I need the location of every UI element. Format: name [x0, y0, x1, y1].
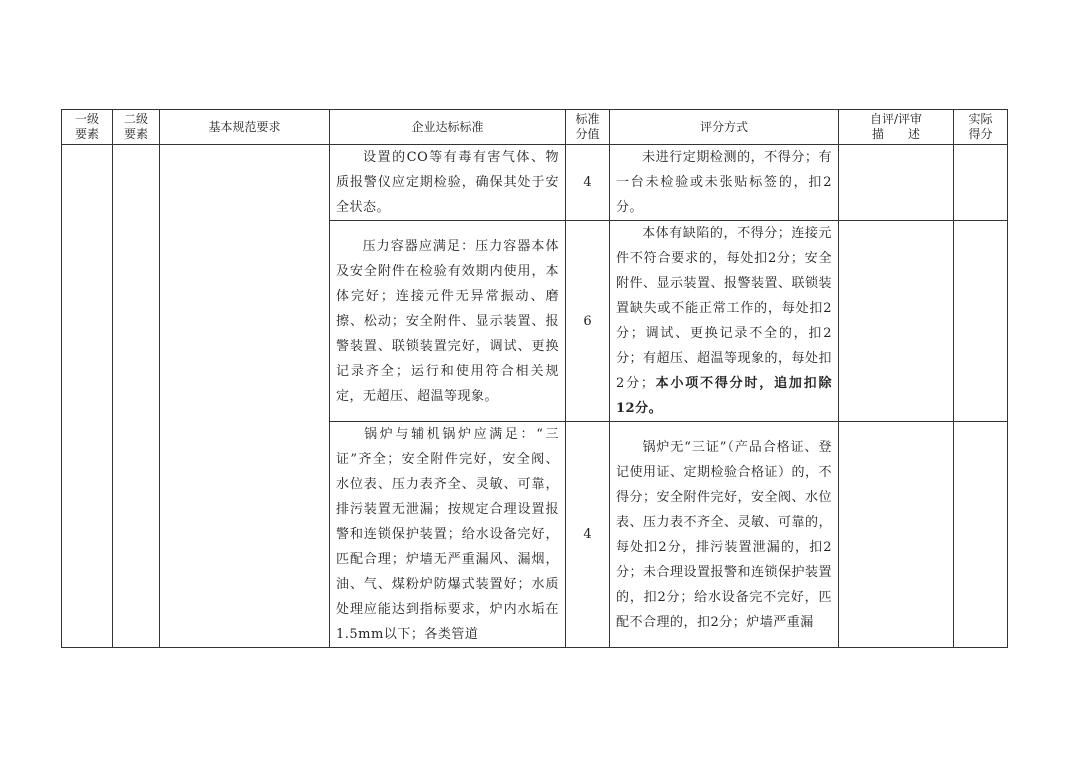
header-self-evaluation: 自评/评审 描 述 [839, 110, 954, 145]
level1-cell [62, 145, 113, 648]
header-scoring-method: 评分方式 [610, 110, 839, 145]
self-evaluation-cell [839, 221, 954, 422]
header-row [62, 110, 1008, 145]
standard-cell: 锅炉与辅机锅炉应满足：“三证”齐全；安全附件完好，安全阀、水位表、压力表齐全、灵敏、可靠，排污装置无泄漏；按规定合理设置报警和连锁保护装置；给水设备完好，匹配合理；炉墙无严重漏风、漏烟，油、气、煤粉炉防爆式装置好；水质处理应能达到指标要求，炉内水垢在1.5mm以下；各类管道 [330, 422, 566, 648]
points-cell: 4 [566, 422, 610, 648]
method-cell: 本体有缺陷的，不得分；连接元件不符合要求的，每处扣2分；安全附件、显示装置、报警装置、联锁装置缺失或不能正常工作的，每处扣2分；调试、更换记录不全的，扣2分；有超压、超温等现象的，每处扣2分；本小项不得分时，追加扣除12分。 [610, 221, 839, 422]
standards-table [61, 109, 1008, 648]
method-bold-text: 本小项不得分时，追加扣除12分。 [616, 376, 832, 416]
actual-score-cell [954, 221, 1008, 422]
header-basic-requirements: 基本规范要求 [160, 110, 330, 145]
self-evaluation-cell [839, 422, 954, 648]
header-enterprise-standard: 企业达标标准 [330, 110, 566, 145]
level2-cell [113, 145, 160, 648]
table-row [62, 145, 1008, 221]
method-cell: 未进行定期检测的，不得分；有一台未检验或未张贴标签的，扣2分。 [610, 145, 839, 221]
header-level2: 二级 要素 [113, 110, 160, 145]
header-level1: 一级 要素 [62, 110, 113, 145]
points-cell: 6 [566, 221, 610, 422]
header-actual-score: 实际 得分 [954, 110, 1008, 145]
actual-score-cell [954, 422, 1008, 648]
standard-cell: 压力容器应满足：压力容器本体及安全附件在检验有效期内使用，本体完好；连接元件无异常振动、磨擦、松动；安全附件、显示装置、报警装置、联锁装置完好，调试、更换记录齐全；运行和使用符合相关规定，无超压、超温等现象。 [330, 221, 566, 422]
header-standard-points: 标准 分值 [566, 110, 610, 145]
method-cell: 锅炉无“三证”（产品合格证、登记使用证、定期检验合格证）的，不得分；安全附件完好，安全阀、水位表、压力表不齐全、灵敏、可靠的，每处扣2分，排污装置泄漏的，扣2分；未合理设置报警和连锁保护装置的，扣2分；给水设备完不完好，匹配不合理的，扣2分；炉墙严重漏 [610, 422, 839, 648]
basic-requirements-cell [160, 145, 330, 648]
actual-score-cell [954, 145, 1008, 221]
self-evaluation-cell [839, 145, 954, 221]
points-cell: 4 [566, 145, 610, 221]
standard-cell: 设置的CO等有毒有害气体、物质报警仪应定期检验，确保其处于安全状态。 [330, 145, 566, 221]
